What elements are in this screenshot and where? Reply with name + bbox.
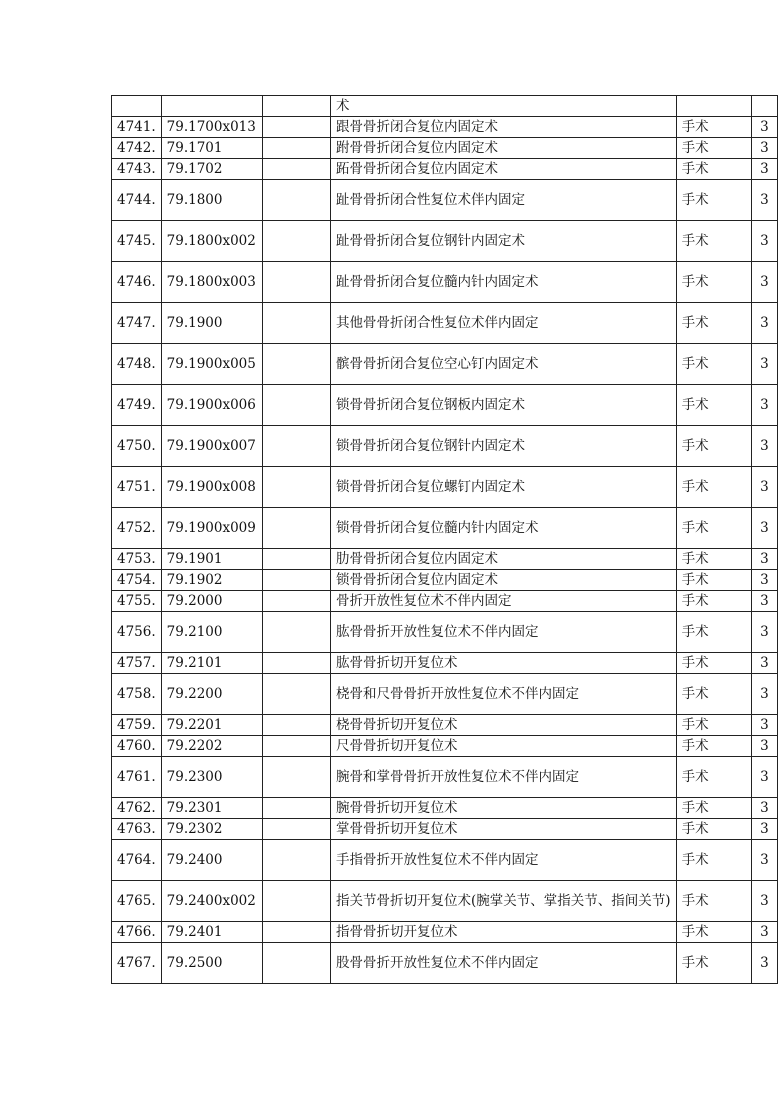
row-index	[112, 96, 162, 117]
row-index: 4757.	[112, 653, 162, 674]
extra-cell	[263, 549, 331, 570]
procedure-code: 79.2200	[161, 674, 262, 715]
row-index: 4763.	[112, 819, 162, 840]
row-index: 4764.	[112, 840, 162, 881]
procedure-level: 3	[751, 344, 777, 385]
table-row	[112, 570, 778, 591]
procedure-code: 79.2301	[161, 798, 262, 819]
procedure-code: 79.1900x006	[161, 385, 262, 426]
procedure-category: 手术	[676, 591, 751, 612]
procedure-level: 3	[751, 180, 777, 221]
procedure-code: 79.2302	[161, 819, 262, 840]
table-row	[112, 426, 778, 467]
procedure-level: 3	[751, 262, 777, 303]
row-index: 4766.	[112, 922, 162, 943]
procedure-name: 锁骨骨折闭合复位螺钉内固定术	[331, 467, 677, 508]
procedure-code: 79.2400x002	[161, 881, 262, 922]
procedure-level: 3	[751, 840, 777, 881]
procedure-name: 跗骨骨折闭合复位内固定术	[331, 138, 677, 159]
table-row	[112, 385, 778, 426]
row-index: 4743.	[112, 159, 162, 180]
row-index: 4746.	[112, 262, 162, 303]
extra-cell	[263, 180, 331, 221]
procedure-code: 79.1901	[161, 549, 262, 570]
table-row	[112, 840, 778, 881]
procedure-code: 79.1702	[161, 159, 262, 180]
procedure-category: 手术	[676, 757, 751, 798]
procedure-level: 3	[751, 757, 777, 798]
procedure-code: 79.1800x003	[161, 262, 262, 303]
row-index: 4758.	[112, 674, 162, 715]
procedure-category: 手术	[676, 385, 751, 426]
procedure-level: 3	[751, 385, 777, 426]
procedure-code: 79.2400	[161, 840, 262, 881]
procedure-level: 3	[751, 138, 777, 159]
table-row	[112, 467, 778, 508]
procedure-level: 3	[751, 508, 777, 549]
procedure-code: 79.2300	[161, 757, 262, 798]
procedure-level: 3	[751, 736, 777, 757]
procedure-level: 3	[751, 549, 777, 570]
procedure-name: 跖骨骨折闭合复位内固定术	[331, 159, 677, 180]
extra-cell	[263, 159, 331, 180]
procedure-code: 79.2201	[161, 715, 262, 736]
extra-cell	[263, 612, 331, 653]
row-index: 4761.	[112, 757, 162, 798]
row-index: 4747.	[112, 303, 162, 344]
procedure-category: 手术	[676, 570, 751, 591]
procedure-name: 腕骨和掌骨骨折开放性复位术不伴内固定	[331, 757, 677, 798]
row-index: 4762.	[112, 798, 162, 819]
procedure-level: 3	[751, 715, 777, 736]
procedure-category: 手术	[676, 881, 751, 922]
procedure-code: 79.1900x007	[161, 426, 262, 467]
procedure-category: 手术	[676, 715, 751, 736]
procedure-level: 3	[751, 117, 777, 138]
extra-cell	[263, 653, 331, 674]
procedure-code: 79.1900x005	[161, 344, 262, 385]
procedure-name: 桡骨和尺骨骨折开放性复位术不伴内固定	[331, 674, 677, 715]
extra-cell	[263, 881, 331, 922]
procedure-level: 3	[751, 570, 777, 591]
extra-cell	[263, 508, 331, 549]
procedure-name: 锁骨骨折闭合复位髓内针内固定术	[331, 508, 677, 549]
table-row	[112, 715, 778, 736]
table-row	[112, 180, 778, 221]
extra-cell	[263, 221, 331, 262]
table-row	[112, 757, 778, 798]
procedure-name: 趾骨骨折闭合复位钢针内固定术	[331, 221, 677, 262]
procedure-category: 手术	[676, 736, 751, 757]
row-index: 4754.	[112, 570, 162, 591]
extra-cell	[263, 344, 331, 385]
procedure-code: 79.1800	[161, 180, 262, 221]
row-index: 4748.	[112, 344, 162, 385]
procedure-name: 指关节骨折切开复位术(腕掌关节、掌指关节、指间关节)	[331, 881, 677, 922]
procedure-category: 手术	[676, 508, 751, 549]
procedure-name: 桡骨骨折切开复位术	[331, 715, 677, 736]
extra-cell	[263, 591, 331, 612]
procedure-category: 手术	[676, 943, 751, 984]
procedure-category: 手术	[676, 303, 751, 344]
extra-cell	[263, 736, 331, 757]
row-index: 4767.	[112, 943, 162, 984]
procedure-code: 79.1900x008	[161, 467, 262, 508]
procedure-category: 手术	[676, 159, 751, 180]
table-row	[112, 549, 778, 570]
row-index: 4759.	[112, 715, 162, 736]
extra-cell	[263, 674, 331, 715]
procedure-level	[751, 96, 777, 117]
procedure-name: 腕骨骨折切开复位术	[331, 798, 677, 819]
row-index: 4741.	[112, 117, 162, 138]
procedure-category: 手术	[676, 798, 751, 819]
procedure-category: 手术	[676, 467, 751, 508]
table-row	[112, 262, 778, 303]
extra-cell	[263, 798, 331, 819]
procedure-category: 手术	[676, 653, 751, 674]
extra-cell	[263, 715, 331, 736]
procedure-name: 手指骨折开放性复位术不伴内固定	[331, 840, 677, 881]
table-row	[112, 303, 778, 344]
row-index: 4752.	[112, 508, 162, 549]
procedure-category	[676, 96, 751, 117]
extra-cell	[263, 117, 331, 138]
row-index: 4765.	[112, 881, 162, 922]
extra-cell	[263, 922, 331, 943]
procedure-category: 手术	[676, 674, 751, 715]
procedure-category: 手术	[676, 262, 751, 303]
procedure-code: 79.2100	[161, 612, 262, 653]
procedure-code: 79.2401	[161, 922, 262, 943]
extra-cell	[263, 570, 331, 591]
procedure-table	[111, 95, 778, 984]
procedure-code: 79.2000	[161, 591, 262, 612]
row-index: 4749.	[112, 385, 162, 426]
table-row	[112, 736, 778, 757]
table-row	[112, 344, 778, 385]
procedure-level: 3	[751, 303, 777, 344]
procedure-level: 3	[751, 798, 777, 819]
extra-cell	[263, 138, 331, 159]
procedure-level: 3	[751, 922, 777, 943]
table-row	[112, 138, 778, 159]
procedure-table-body	[112, 96, 778, 984]
procedure-category: 手术	[676, 612, 751, 653]
procedure-level: 3	[751, 943, 777, 984]
procedure-category: 手术	[676, 922, 751, 943]
procedure-code: 79.1900	[161, 303, 262, 344]
row-index: 4756.	[112, 612, 162, 653]
procedure-level: 3	[751, 426, 777, 467]
procedure-category: 手术	[676, 344, 751, 385]
procedure-level: 3	[751, 467, 777, 508]
row-index: 4755.	[112, 591, 162, 612]
extra-cell	[263, 426, 331, 467]
procedure-name: 其他骨骨折闭合性复位术伴内固定	[331, 303, 677, 344]
procedure-category: 手术	[676, 549, 751, 570]
procedure-name: 锁骨骨折闭合复位钢针内固定术	[331, 426, 677, 467]
procedure-level: 3	[751, 819, 777, 840]
extra-cell	[263, 385, 331, 426]
procedure-name: 骨折开放性复位术不伴内固定	[331, 591, 677, 612]
procedure-code: 79.1700x013	[161, 117, 262, 138]
row-index: 4742.	[112, 138, 162, 159]
procedure-name: 肋骨骨折闭合复位内固定术	[331, 549, 677, 570]
procedure-level: 3	[751, 159, 777, 180]
procedure-code: 79.1900x009	[161, 508, 262, 549]
table-row	[112, 96, 778, 117]
table-row	[112, 221, 778, 262]
procedure-category: 手术	[676, 180, 751, 221]
procedure-category: 手术	[676, 221, 751, 262]
extra-cell	[263, 757, 331, 798]
procedure-code: 79.2202	[161, 736, 262, 757]
extra-cell	[263, 303, 331, 344]
procedure-name: 肱骨骨折开放性复位术不伴内固定	[331, 612, 677, 653]
procedure-category: 手术	[676, 819, 751, 840]
row-index: 4744.	[112, 180, 162, 221]
table-row	[112, 117, 778, 138]
procedure-name: 锁骨骨折闭合复位内固定术	[331, 570, 677, 591]
table-row	[112, 591, 778, 612]
procedure-level: 3	[751, 881, 777, 922]
extra-cell	[263, 819, 331, 840]
procedure-code: 79.2101	[161, 653, 262, 674]
procedure-category: 手术	[676, 117, 751, 138]
table-row	[112, 508, 778, 549]
procedure-level: 3	[751, 612, 777, 653]
row-index: 4753.	[112, 549, 162, 570]
table-row	[112, 798, 778, 819]
table-row	[112, 819, 778, 840]
extra-cell	[263, 467, 331, 508]
procedure-category: 手术	[676, 426, 751, 467]
row-index: 4760.	[112, 736, 162, 757]
table-row	[112, 922, 778, 943]
procedure-category: 手术	[676, 138, 751, 159]
procedure-name: 锁骨骨折闭合复位钢板内固定术	[331, 385, 677, 426]
procedure-name: 髌骨骨折闭合复位空心钉内固定术	[331, 344, 677, 385]
procedure-name: 趾骨骨折闭合复位髓内针内固定术	[331, 262, 677, 303]
procedure-code: 79.1902	[161, 570, 262, 591]
procedure-level: 3	[751, 221, 777, 262]
extra-cell	[263, 943, 331, 984]
table-row	[112, 674, 778, 715]
extra-cell	[263, 262, 331, 303]
procedure-name: 肱骨骨折切开复位术	[331, 653, 677, 674]
procedure-name: 尺骨骨折切开复位术	[331, 736, 677, 757]
row-index: 4751.	[112, 467, 162, 508]
procedure-level: 3	[751, 653, 777, 674]
procedure-code: 79.2500	[161, 943, 262, 984]
procedure-code: 79.1701	[161, 138, 262, 159]
row-index: 4750.	[112, 426, 162, 467]
table-row	[112, 612, 778, 653]
procedure-name: 指骨骨折切开复位术	[331, 922, 677, 943]
procedure-code	[161, 96, 262, 117]
procedure-name: 掌骨骨折切开复位术	[331, 819, 677, 840]
procedure-level: 3	[751, 591, 777, 612]
extra-cell	[263, 840, 331, 881]
procedure-code: 79.1800x002	[161, 221, 262, 262]
procedure-name: 趾骨骨折闭合性复位术伴内固定	[331, 180, 677, 221]
procedure-category: 手术	[676, 840, 751, 881]
procedure-name: 跟骨骨折闭合复位内固定术	[331, 117, 677, 138]
table-row	[112, 881, 778, 922]
table-row	[112, 943, 778, 984]
procedure-name: 股骨骨折开放性复位术不伴内固定	[331, 943, 677, 984]
row-index: 4745.	[112, 221, 162, 262]
procedure-name: 术	[331, 96, 677, 117]
extra-cell	[263, 96, 331, 117]
table-row	[112, 653, 778, 674]
table-row	[112, 159, 778, 180]
procedure-level: 3	[751, 674, 777, 715]
